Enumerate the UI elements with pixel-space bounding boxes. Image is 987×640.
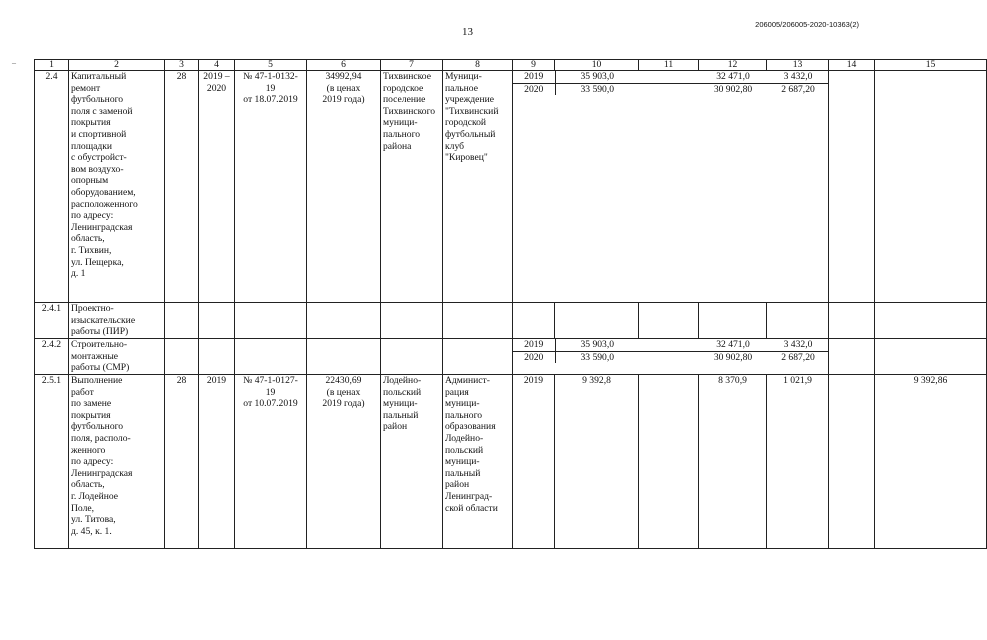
row-number: 2.4 — [35, 71, 69, 303]
table-row — [35, 375, 987, 549]
cell-municipality: Лодейно- польский муници- пальный район — [381, 375, 443, 549]
amount-regional: 8 370,9 — [699, 375, 767, 549]
amount-local: 3 432,0 — [783, 71, 813, 82]
year: 2019 — [513, 375, 555, 549]
amount-total: 9 392,8 — [555, 375, 639, 549]
amount-regional: 32 471,0 — [716, 71, 750, 82]
object-name: Строительно- монтажные работы (СМР) — [69, 339, 165, 375]
amount-col15: 9 392,86 — [875, 375, 987, 549]
cell-c3: 28 — [165, 375, 199, 549]
row-number: 2.4.2 — [35, 339, 69, 375]
amount-local: 3 432,0 — [783, 339, 813, 350]
amount-total: 35 903,0 — [580, 71, 615, 82]
header-cell: 11 — [639, 60, 699, 71]
amount-total: 35 903,0 — [580, 339, 615, 350]
header-row — [35, 60, 987, 71]
amount-total: 33 590,0 — [555, 351, 639, 363]
row-number: 2.4.1 — [35, 303, 69, 339]
cell-customer: Муници- пальное учреждение "Тихвинский городской футбольный клуб "Кировец" — [443, 71, 513, 303]
year-block — [513, 71, 829, 303]
header-cell: 7 — [381, 60, 443, 71]
amount-local: 2 687,20 — [767, 83, 829, 95]
year: 2020 — [513, 83, 555, 95]
header-cell: 4 — [199, 60, 235, 71]
cell-cost: 34992,94 (в ценах 2019 года) — [307, 71, 381, 303]
table-row — [35, 71, 987, 303]
object-name: Проектно- изыскательские работы (ПИР) — [69, 303, 165, 339]
amount-local: 1 021,9 — [767, 375, 829, 549]
table-row — [35, 339, 987, 375]
header-cell: 13 — [767, 60, 829, 71]
cell-customer: Админист- рация муници- пального образования Лодейно- польский муници- пальный район Ленинград- ской области — [443, 375, 513, 549]
header-cell: 15 — [875, 60, 987, 71]
object-name: Выполнение работ по замене покрытия футбольного поля, располо- женного по адресу: Ленинградская область, г. Лодейное Поле, ул. Титова, д. 45, к. 1. — [69, 375, 165, 549]
object-name: Капитальный ремонт футбольного поля с заменой покрытия и спортивной площадки с обустройст- вом воздухо- опорным оборудованием, расположенного по адресу: Ленинградская область, г. Тихвин, ул. Пещерка, д. 1 — [69, 71, 165, 303]
header-cell: 12 — [699, 60, 767, 71]
cell-period: 2019 – 2020 — [199, 71, 235, 303]
margin-mark: – — [12, 58, 16, 67]
cell-c3: 28 — [165, 71, 199, 303]
header-cell: 10 — [555, 60, 639, 71]
header-cell: 3 — [165, 60, 199, 71]
program-table — [34, 59, 987, 549]
cell-period: 2019 — [199, 375, 235, 549]
year: 2020 — [513, 351, 555, 363]
cell-expertise: № 47-1-0132- 19 от 18.07.2019 — [235, 71, 307, 303]
year: 2019 — [513, 339, 555, 351]
header-cell: 9 — [513, 60, 555, 71]
amount-total: 33 590,0 — [555, 83, 639, 95]
amount-local: 2 687,20 — [767, 351, 829, 363]
header-cell: 2 — [69, 60, 165, 71]
document-code: 206005/206005-2020-10363(2) — [755, 20, 859, 29]
header-cell: 1 — [35, 60, 69, 71]
header-cell: 14 — [829, 60, 875, 71]
page-number: 13 — [462, 26, 473, 38]
year-block — [513, 339, 829, 375]
amount-regional: 30 902,80 — [699, 83, 767, 95]
amount-regional: 32 471,0 — [716, 339, 750, 350]
cell-expertise: № 47-1-0127- 19 от 10.07.2019 — [235, 375, 307, 549]
header-cell: 6 — [307, 60, 381, 71]
header-cell: 5 — [235, 60, 307, 71]
year: 2019 — [513, 71, 555, 83]
header-cell: 8 — [443, 60, 513, 71]
cell-municipality: Тихвинское городское поселение Тихвинского муници- пального района — [381, 71, 443, 303]
row-number: 2.5.1 — [35, 375, 69, 549]
amount-regional: 30 902,80 — [699, 351, 767, 363]
cell-cost: 22430,69 (в ценах 2019 года) — [307, 375, 381, 549]
table-row — [35, 303, 987, 339]
